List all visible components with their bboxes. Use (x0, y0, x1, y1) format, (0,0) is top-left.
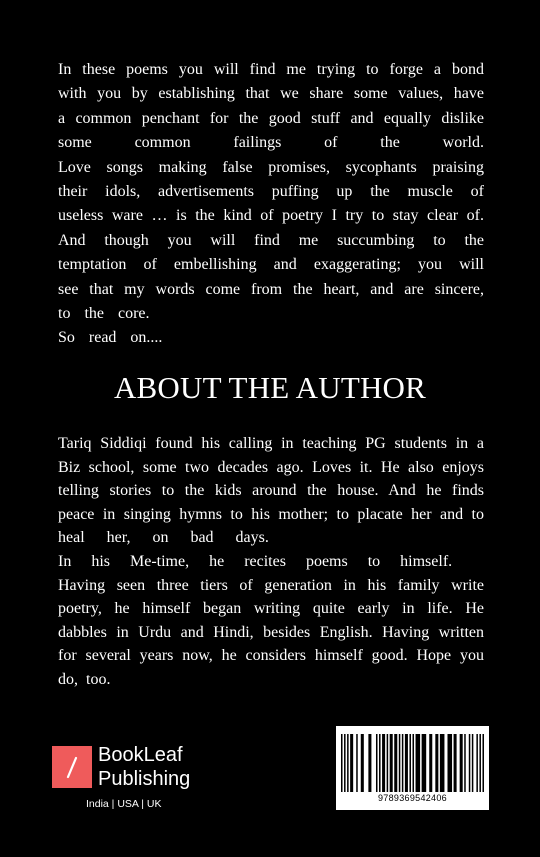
bio-line: Biz school, some two decades ago. Loves it. He also enjoys (58, 458, 484, 476)
blurb-line: to the core. (58, 305, 150, 323)
bio-line: for several years now, he considers himself good. Hope you (58, 647, 484, 665)
blurb-line: useless ware … is the kind of poetry I try to stay clear of. (58, 207, 484, 225)
about-heading: ABOUT THE AUTHOR (113, 370, 427, 405)
publisher-name (98, 743, 190, 791)
publisher-name-line1: BookLeaf (98, 744, 183, 766)
barcode-bar (341, 734, 343, 792)
bio-line: heal her, on bad days. (58, 529, 269, 547)
barcode-bar (440, 734, 445, 792)
blurb-line: In these poems you will find me trying to forge a bond (58, 61, 484, 78)
barcode-bar (435, 734, 438, 792)
bio-line: telling stories to the kids around the house. And he finds (58, 482, 484, 500)
barcode-bar (350, 734, 353, 792)
barcode-bar (394, 734, 397, 792)
barcode (336, 726, 489, 810)
bio-line: In his Me-time, he recites poems to himself. (58, 552, 453, 570)
author-bio (58, 432, 484, 692)
barcode-bar (387, 734, 389, 792)
barcode-bar (368, 734, 371, 792)
barcode-bar (413, 734, 415, 792)
barcode-bar (429, 734, 432, 792)
publisher-logo (52, 746, 212, 816)
blurb-line: temptation of embellishing and exaggerating; you will (58, 256, 484, 274)
blurb-line: So read on.... (58, 329, 163, 347)
bio-line: Having seen three tiers of generation in his family write (58, 576, 484, 594)
barcode-bar (460, 734, 463, 792)
publisher-regions: India | USA | UK (86, 798, 162, 810)
barcode-bar (472, 734, 474, 792)
barcode-bar (405, 734, 408, 792)
barcode-bar (390, 734, 393, 792)
barcode-bar (344, 734, 346, 792)
barcode-bar (399, 734, 401, 792)
bio-line: dabbles in Urdu and Hindi, besides English. Having written (58, 623, 484, 641)
bookleaf-leaf-icon (52, 746, 92, 788)
bio-line: peace in singing hymns to his mother; to placate her and to (58, 505, 484, 523)
barcode-bars (341, 734, 484, 792)
barcode-bar (409, 734, 411, 792)
isbn-number: 9789369542406 (378, 793, 447, 803)
barcode-bar (454, 734, 457, 792)
barcode-bar (469, 734, 471, 792)
blurb-line: Love songs making false promises, sycophants praising (58, 158, 484, 176)
publisher-name-line2: Publishing (98, 768, 191, 790)
barcode-bar (402, 734, 404, 792)
barcode-bar (361, 734, 364, 792)
bio-line: poetry, he himself began writing quite early in life. He (58, 600, 484, 618)
barcode-bar (422, 734, 427, 792)
barcode-bar (464, 734, 466, 792)
barcode-bar (379, 734, 381, 792)
blurb-line: a common penchant for the good stuff and equally dislike (58, 109, 484, 127)
barcode-bar (347, 734, 349, 792)
blurb-line: some common failings of the world. (58, 134, 484, 152)
blurb-line: And though you will find me succumbing to the (58, 231, 484, 249)
blurb-text (58, 58, 484, 351)
barcode-bar (376, 734, 378, 792)
barcode-bar (479, 734, 481, 792)
bio-line: do, too. (58, 670, 111, 688)
barcode-bar (356, 734, 358, 792)
barcode-bar (382, 734, 385, 792)
barcode-bar (447, 734, 452, 792)
bio-line: Tariq Siddiqi found his calling in teaching PG students in a (58, 435, 484, 452)
blurb-line: with you by establishing that we share some values, have (58, 85, 484, 103)
barcode-bar (476, 734, 478, 792)
blurb-line: their idols, advertisements puffing up the muscle of (58, 183, 484, 201)
barcode-bar (482, 734, 484, 792)
blurb-line: see that my words come from the heart, and are sincere, (58, 280, 484, 298)
barcode-bar (416, 734, 421, 792)
